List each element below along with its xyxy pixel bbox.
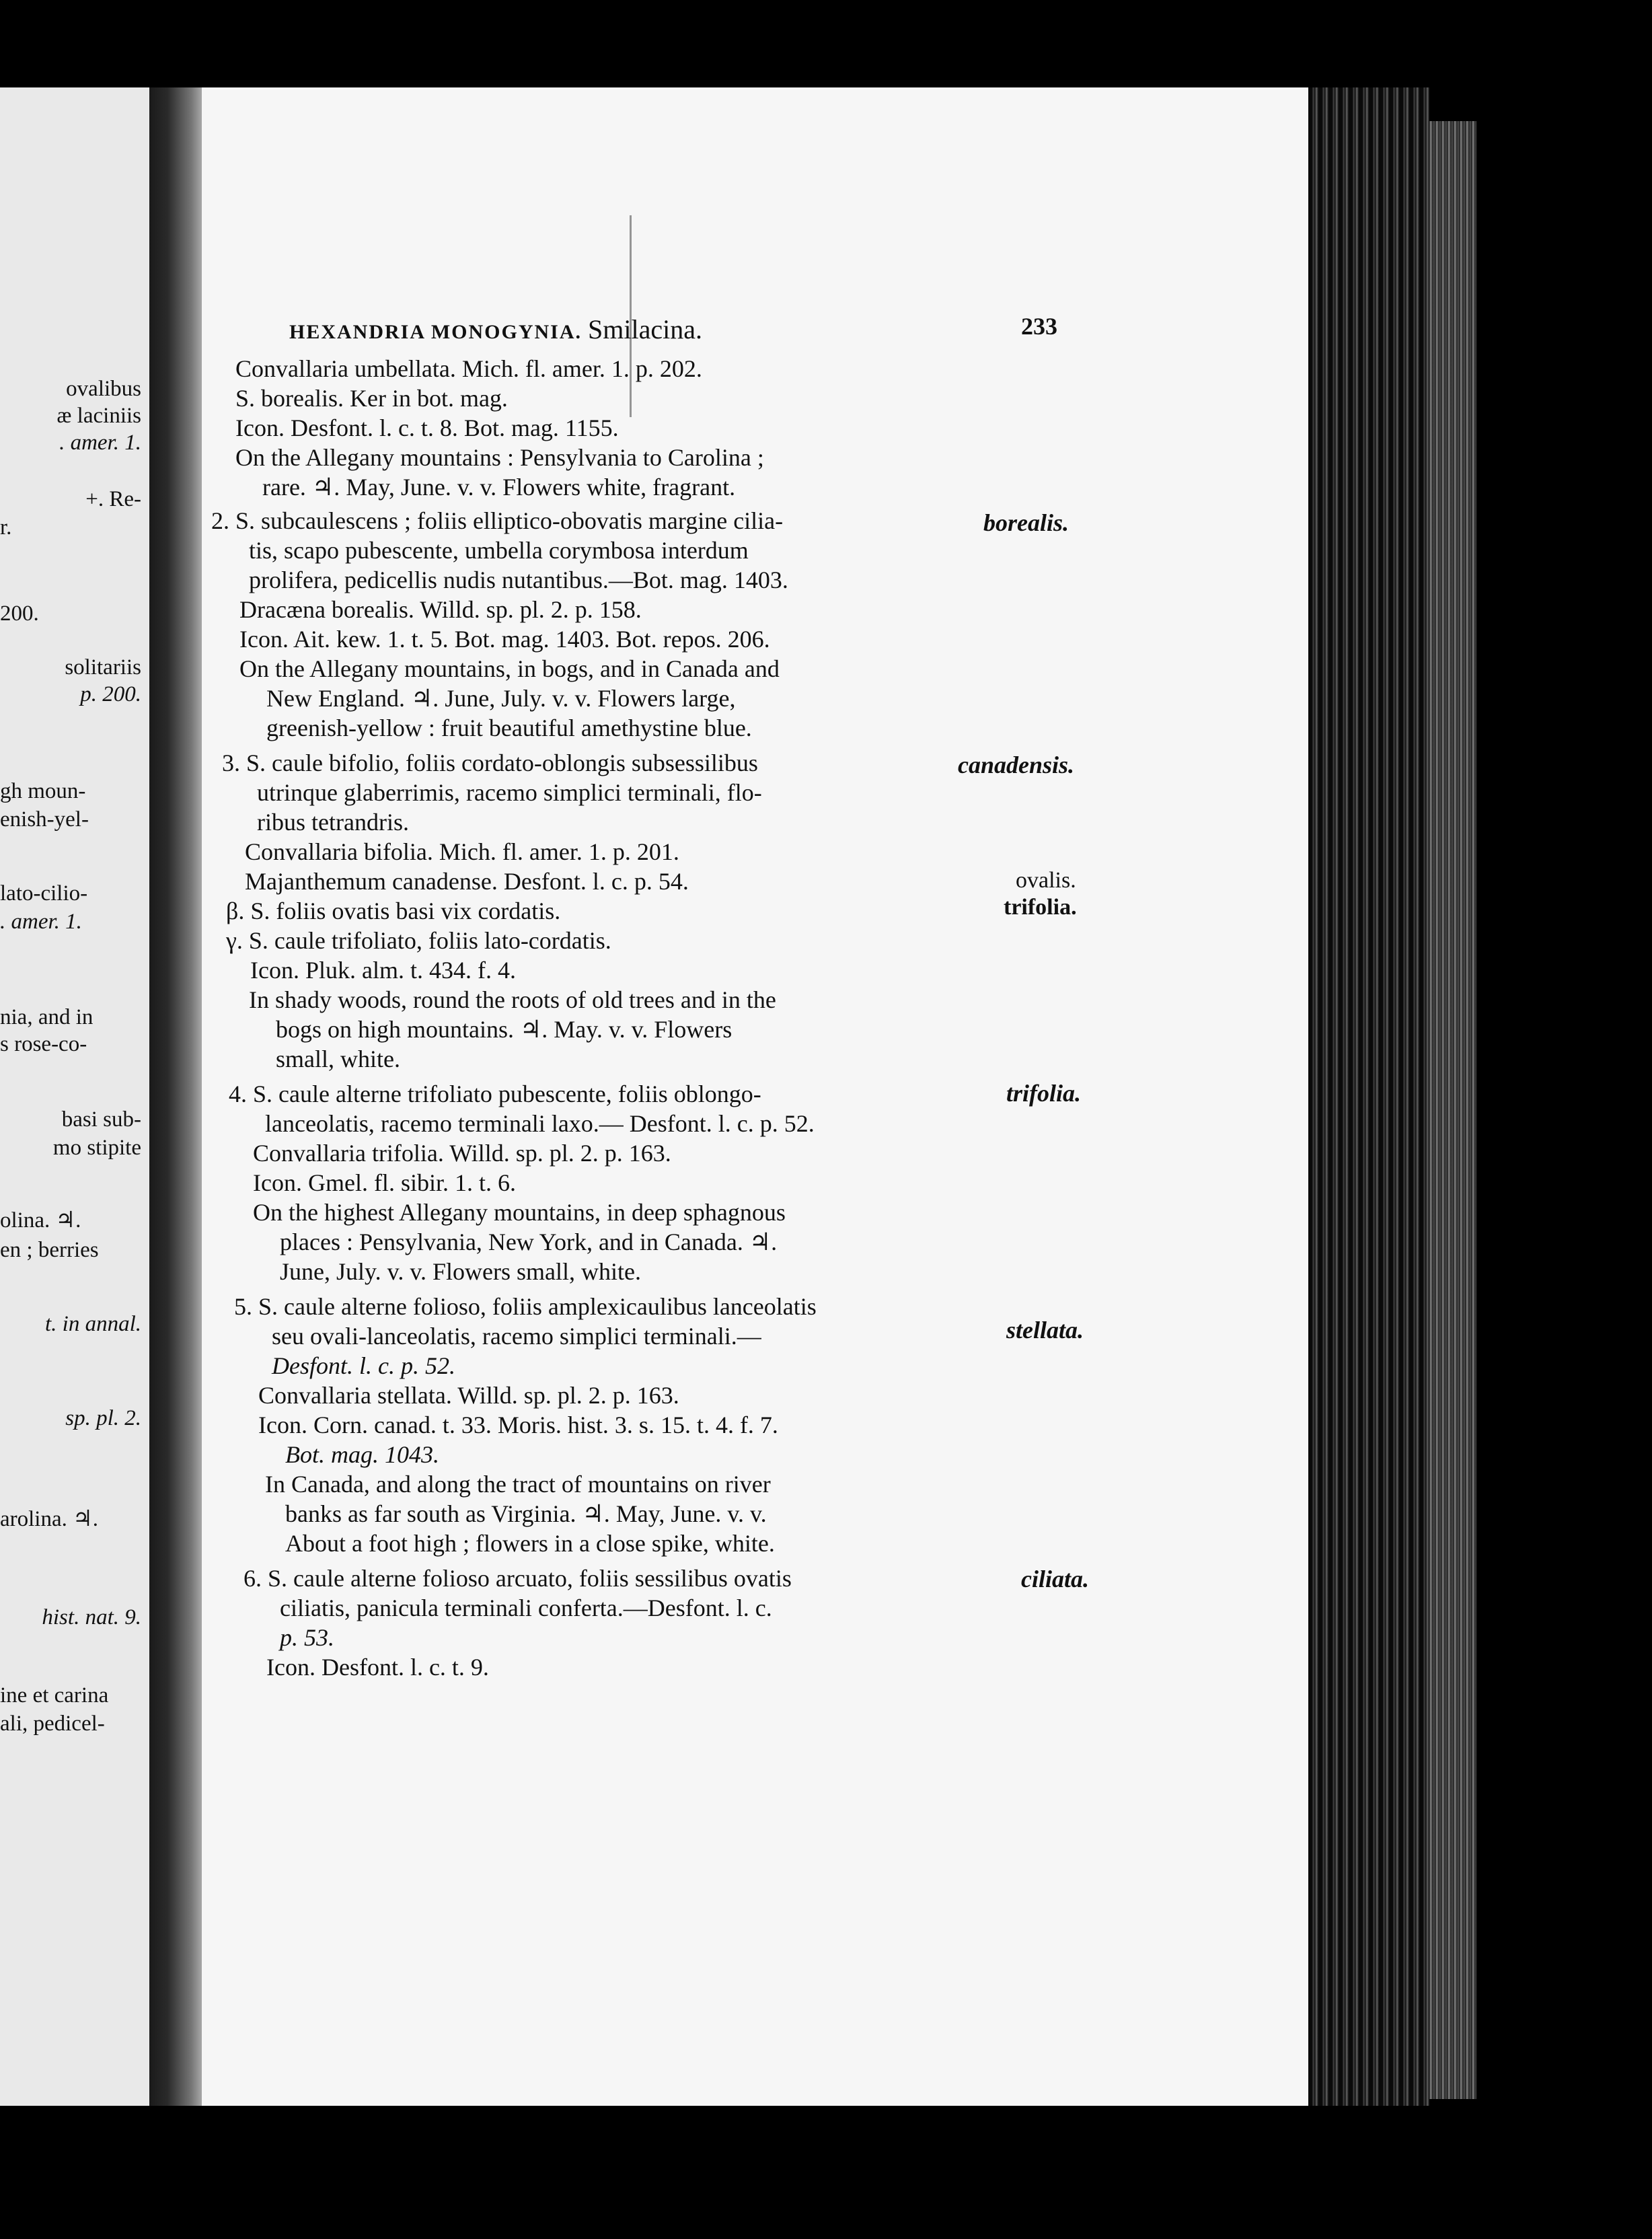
book-page: [202, 87, 1318, 2106]
text-line: 5. S. caule alterne folioso, foliis amplexicaulibus lanceolatis: [234, 1293, 817, 1320]
text-line: June, July. v. v. Flowers small, white.: [280, 1258, 641, 1285]
running-title: HEXANDRIA MONOGYNIA.: [289, 321, 583, 343]
text-line: prolifera, pedicellis nudis nutantibus.—Bot. mag. 1403.: [249, 566, 788, 593]
scan-bottom-border: [0, 2106, 1652, 2239]
text-line: About a foot high ; flowers in a close spike, white.: [285, 1530, 775, 1557]
text-line: β. S. foliis ovatis basi vix cordatis.: [226, 897, 561, 924]
left-line: s rose-co-: [0, 1032, 87, 1056]
left-line: ali, pedicel-: [0, 1712, 105, 1736]
text-line: Icon. Corn. canad. t. 33. Moris. hist. 3. s. 15. t. 4. f. 7.: [258, 1411, 778, 1438]
left-line: olina. ♃.: [0, 1208, 81, 1233]
text-line: Icon. Desfont. l. c. t. 8. Bot. mag. 1155.: [235, 414, 619, 441]
text-line: Convallaria umbellata. Mich. fl. amer. 1. p. 202.: [235, 355, 702, 382]
text-line: lanceolatis, racemo terminali laxo.— Desfont. l. c. p. 52.: [265, 1110, 815, 1137]
left-line: gh moun-: [0, 779, 86, 803]
text-line: New England. ♃. June, July. v. v. Flowers large,: [266, 685, 736, 712]
left-line: 200.: [0, 601, 39, 626]
book-gutter: [149, 87, 210, 2106]
left-line: +. Re-: [85, 487, 141, 511]
left-line: ine et carina: [0, 1683, 109, 1708]
text-line: ciliatis, panicula terminali conferta.—Desfont. l. c.: [280, 1594, 772, 1621]
left-line: lato-cilio-: [0, 881, 88, 906]
text-line: Convallaria bifolia. Mich. fl. amer. 1. p. 201.: [245, 838, 679, 865]
text-line: bogs on high mountains. ♃. May. v. v. Flowers: [276, 1016, 733, 1043]
genus-heading: Smilacina.: [588, 314, 702, 344]
running-header: [289, 315, 702, 347]
text-line: Convallaria trifolia. Willd. sp. pl. 2. p. 163.: [253, 1140, 671, 1167]
page-edges: [1308, 87, 1429, 2106]
left-line: . amer. 1.: [59, 431, 141, 455]
text-line: Dracæna borealis. Willd. sp. pl. 2. p. 158.: [239, 596, 642, 623]
left-line: ovalibus: [66, 377, 141, 401]
text-line: 2. S. subcaulescens ; foliis elliptico-obovatis margine cilia-: [211, 507, 784, 534]
text-line: seu ovali-lanceolatis, racemo simplici terminali.—: [272, 1323, 761, 1350]
margin-name-ovalis: ovalis.: [1016, 868, 1076, 893]
left-line: hist. nat. 9.: [42, 1605, 141, 1629]
margin-name-borealis: borealis.: [983, 509, 1069, 536]
text-line: Icon. Pluk. alm. t. 434. f. 4.: [250, 957, 516, 984]
text-line: On the highest Allegany mountains, in deep sphagnous: [253, 1199, 786, 1226]
margin-name-trifolia-variety: trifolia.: [1004, 895, 1077, 920]
text-line: Icon. Gmel. fl. sibir. 1. t. 6.: [253, 1169, 516, 1196]
text-line: small, white.: [276, 1045, 400, 1072]
margin-name-ciliata: ciliata.: [1021, 1566, 1089, 1592]
text-line: greenish-yellow : fruit beautiful amethystine blue.: [266, 714, 752, 741]
text-line: Icon. Ait. kew. 1. t. 5. Bot. mag. 1403. Bot. repos. 206.: [239, 626, 770, 653]
text-line: tis, scapo pubescente, umbella corymbosa interdum: [249, 537, 749, 564]
left-line: p. 200.: [80, 682, 141, 706]
text-line: In shady woods, round the roots of old trees and in the: [249, 986, 776, 1013]
text-line: 3. S. caule bifolio, foliis cordato-oblongis subsessilibus: [222, 749, 758, 776]
text-line: 4. S. caule alterne trifoliato pubescente, foliis oblongo-: [229, 1080, 761, 1107]
text-line: γ. S. caule trifoliato, foliis lato-cordatis.: [226, 927, 611, 954]
text-line: On the Allegany mountains, in bogs, and in Canada and: [239, 655, 780, 682]
text-line: In Canada, and along the tract of mountains on river: [265, 1471, 771, 1498]
text-line: utrinque glaberrimis, racemo simplici terminali, flo-: [257, 779, 762, 806]
left-line: en ; berries: [0, 1238, 99, 1262]
text-line: Icon. Desfont. l. c. t. 9.: [266, 1654, 489, 1681]
text-line: Desfont. l. c. p. 52.: [272, 1352, 455, 1379]
previous-page-fragment: [0, 87, 149, 2106]
margin-name-trifolia: trifolia.: [1006, 1080, 1082, 1107]
text-line: banks as far south as Virginia. ♃. May, June. v. v.: [285, 1500, 767, 1527]
left-line: sp. pl. 2.: [65, 1406, 141, 1430]
left-line: mo stipite: [52, 1136, 141, 1160]
text-line: places : Pensylvania, New York, and in Canada. ♃.: [280, 1228, 778, 1255]
left-line: . amer. 1.: [0, 910, 82, 934]
left-line: arolina. ♃.: [0, 1507, 98, 1531]
margin-name-stellata: stellata.: [1006, 1317, 1084, 1344]
left-line: æ laciniis: [57, 404, 141, 428]
text-line: Majanthemum canadense. Desfont. l. c. p. 54.: [245, 868, 689, 895]
text-line: p. 53.: [280, 1624, 334, 1651]
text-line: rare. ♃. May, June. v. v. Flowers white, fragrant.: [262, 474, 736, 501]
left-line: enish-yel-: [0, 807, 89, 832]
text-line: S. borealis. Ker in bot. mag.: [235, 385, 508, 412]
left-line: nia, and in: [0, 1005, 93, 1029]
text-line: 6. S. caule alterne folioso arcuato, foliis sessilibus ovatis: [243, 1565, 792, 1592]
left-line: t. in annal.: [44, 1312, 141, 1336]
page-number: 233: [1021, 313, 1057, 340]
scan-right-border: [1476, 0, 1652, 2239]
text-line: Bot. mag. 1043.: [285, 1441, 439, 1468]
left-line: r.: [0, 515, 12, 540]
text-line: Convallaria stellata. Willd. sp. pl. 2. p. 163.: [258, 1382, 679, 1409]
margin-name-canadensis: canadensis.: [958, 751, 1075, 778]
left-line: solitariis: [65, 655, 141, 680]
scan-top-border: [0, 0, 1652, 81]
page-edges-outer: [1429, 121, 1476, 2099]
left-line: basi sub-: [61, 1107, 141, 1132]
text-line: ribus tetrandris.: [257, 809, 409, 836]
text-line: On the Allegany mountains : Pensylvania to Carolina ;: [235, 444, 764, 471]
